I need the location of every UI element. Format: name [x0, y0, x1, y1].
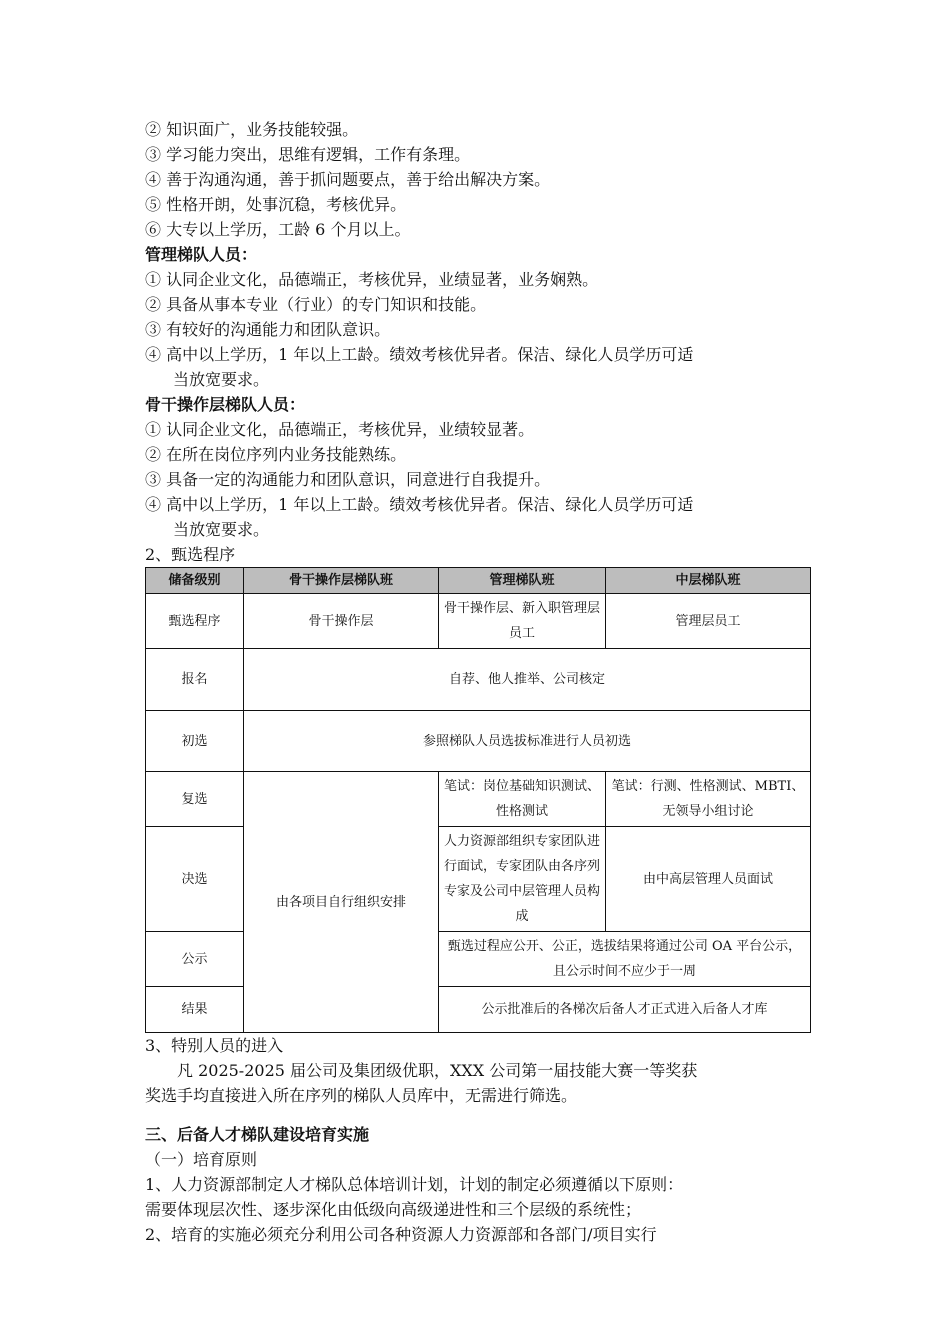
table-cell: 骨干操作层、新入职管理层员工: [439, 594, 606, 649]
table-cell: 骨干操作层: [244, 594, 439, 649]
list-item: ② 知识面广，业务技能较强。: [145, 120, 359, 139]
paragraph-line: 奖选手均直接进入所在序列的梯队人员库中，无需进行筛选。: [145, 1086, 578, 1105]
list-item: ④ 高中以上学历，1 年以上工龄。绩效考核优异者。保洁、绿化人员学历可适: [145, 495, 694, 514]
list-item: ⑥ 大专以上学历，工龄 6 个月以上。: [145, 220, 411, 239]
table-cell: 管理层员工: [606, 594, 811, 649]
document-page: [145, 117, 810, 1247]
section-title: 3、特别人员的进入: [145, 1036, 284, 1055]
table-row: [146, 772, 811, 827]
list-item: ③ 学习能力突出，思维有逻辑，工作有条理。: [145, 145, 471, 164]
table-cell: 笔试：岗位基础知识测试、性格测试: [439, 772, 606, 827]
paragraph-line: 2、培育的实施必须充分利用公司各种资源人力资源部和各部门/项目实行: [145, 1225, 657, 1244]
table-row: [146, 711, 811, 772]
list-item-continuation: 当放宽要求。: [173, 520, 270, 539]
list-item: ③ 具备一定的沟通能力和团队意识，同意进行自我提升。: [145, 470, 551, 489]
section-title: 2、甄选程序: [145, 545, 236, 564]
table-header: 中层梯队班: [606, 568, 811, 594]
paragraph-line: 凡 2025-2025 届公司及集团级优职，XXX 公司第一届技能大赛一等奖获: [177, 1061, 698, 1080]
merged-cell: 由各项目自行组织安排: [244, 772, 439, 1033]
table-header: 骨干操作层梯队班: [244, 568, 439, 594]
table-cell: 公示批准后的各梯次后备人才正式进入后备人才库: [439, 987, 811, 1033]
mgmt-heading: 管理梯队人员：: [145, 245, 258, 264]
part-heading: 三、后备人才梯队建设培育实施: [145, 1125, 370, 1144]
table-header: 管理梯队班: [439, 568, 606, 594]
table-cell: 自荐、他人推举、公司核定: [244, 649, 811, 711]
list-item: ③ 有较好的沟通能力和团队意识。: [145, 320, 391, 339]
table-header-row: [146, 568, 811, 594]
row-label: 初选: [146, 711, 244, 772]
table-cell: 参照梯队人员选拔标准进行人员初选: [244, 711, 811, 772]
table-header: 储备级别: [146, 568, 244, 594]
list-item: ⑤ 性格开朗，处事沉稳，考核优异。: [145, 195, 407, 214]
table-row: [146, 594, 811, 649]
list-item: ② 在所在岗位序列内业务技能熟练。: [145, 445, 407, 464]
list-item: ① 认同企业文化，品德端正，考核优异，业绩较显著。: [145, 420, 535, 439]
list-item: ② 具备从事本专业（行业）的专门知识和技能。: [145, 295, 487, 314]
list-item: ④ 高中以上学历，1 年以上工龄。绩效考核优异者。保洁、绿化人员学历可适: [145, 345, 694, 364]
row-label: 报名: [146, 649, 244, 711]
paragraph-line: 1、人力资源部制定人才梯队总体培训计划，计划的制定必须遵循以下原则：: [145, 1175, 684, 1194]
paragraph-line: 需要体现层次性、逐步深化由低级向高级递进性和三个层级的系统性；: [145, 1200, 642, 1219]
sub-heading: （一）培育原则: [145, 1150, 258, 1169]
table-cell: 人力资源部组织专家团队进行面试，专家团队由各序列专家及公司中层管理人员构成: [439, 827, 606, 932]
row-label: 决选: [146, 827, 244, 932]
row-label: 甄选程序: [146, 594, 244, 649]
table-cell: 笔试：行测、性格测试、MBTI、无领导小组讨论: [606, 772, 811, 827]
table-cell: 由中高层管理人员面试: [606, 827, 811, 932]
list-item: ④ 善于沟通沟通，善于抓问题要点，善于给出解决方案。: [145, 170, 551, 189]
selection-table: [145, 567, 811, 1033]
core-heading: 骨干操作层梯队人员：: [145, 395, 306, 414]
table-row: [146, 649, 811, 711]
table-cell: 甄选过程应公开、公正，选拔结果将通过公司 OA 平台公示，且公示时间不应少于一周: [439, 932, 811, 987]
list-item-continuation: 当放宽要求。: [173, 370, 270, 389]
row-label: 公示: [146, 932, 244, 987]
row-label: 结果: [146, 987, 244, 1033]
row-label: 复选: [146, 772, 244, 827]
list-item: ① 认同企业文化，品德端正，考核优异，业绩显著，业务娴熟。: [145, 270, 599, 289]
